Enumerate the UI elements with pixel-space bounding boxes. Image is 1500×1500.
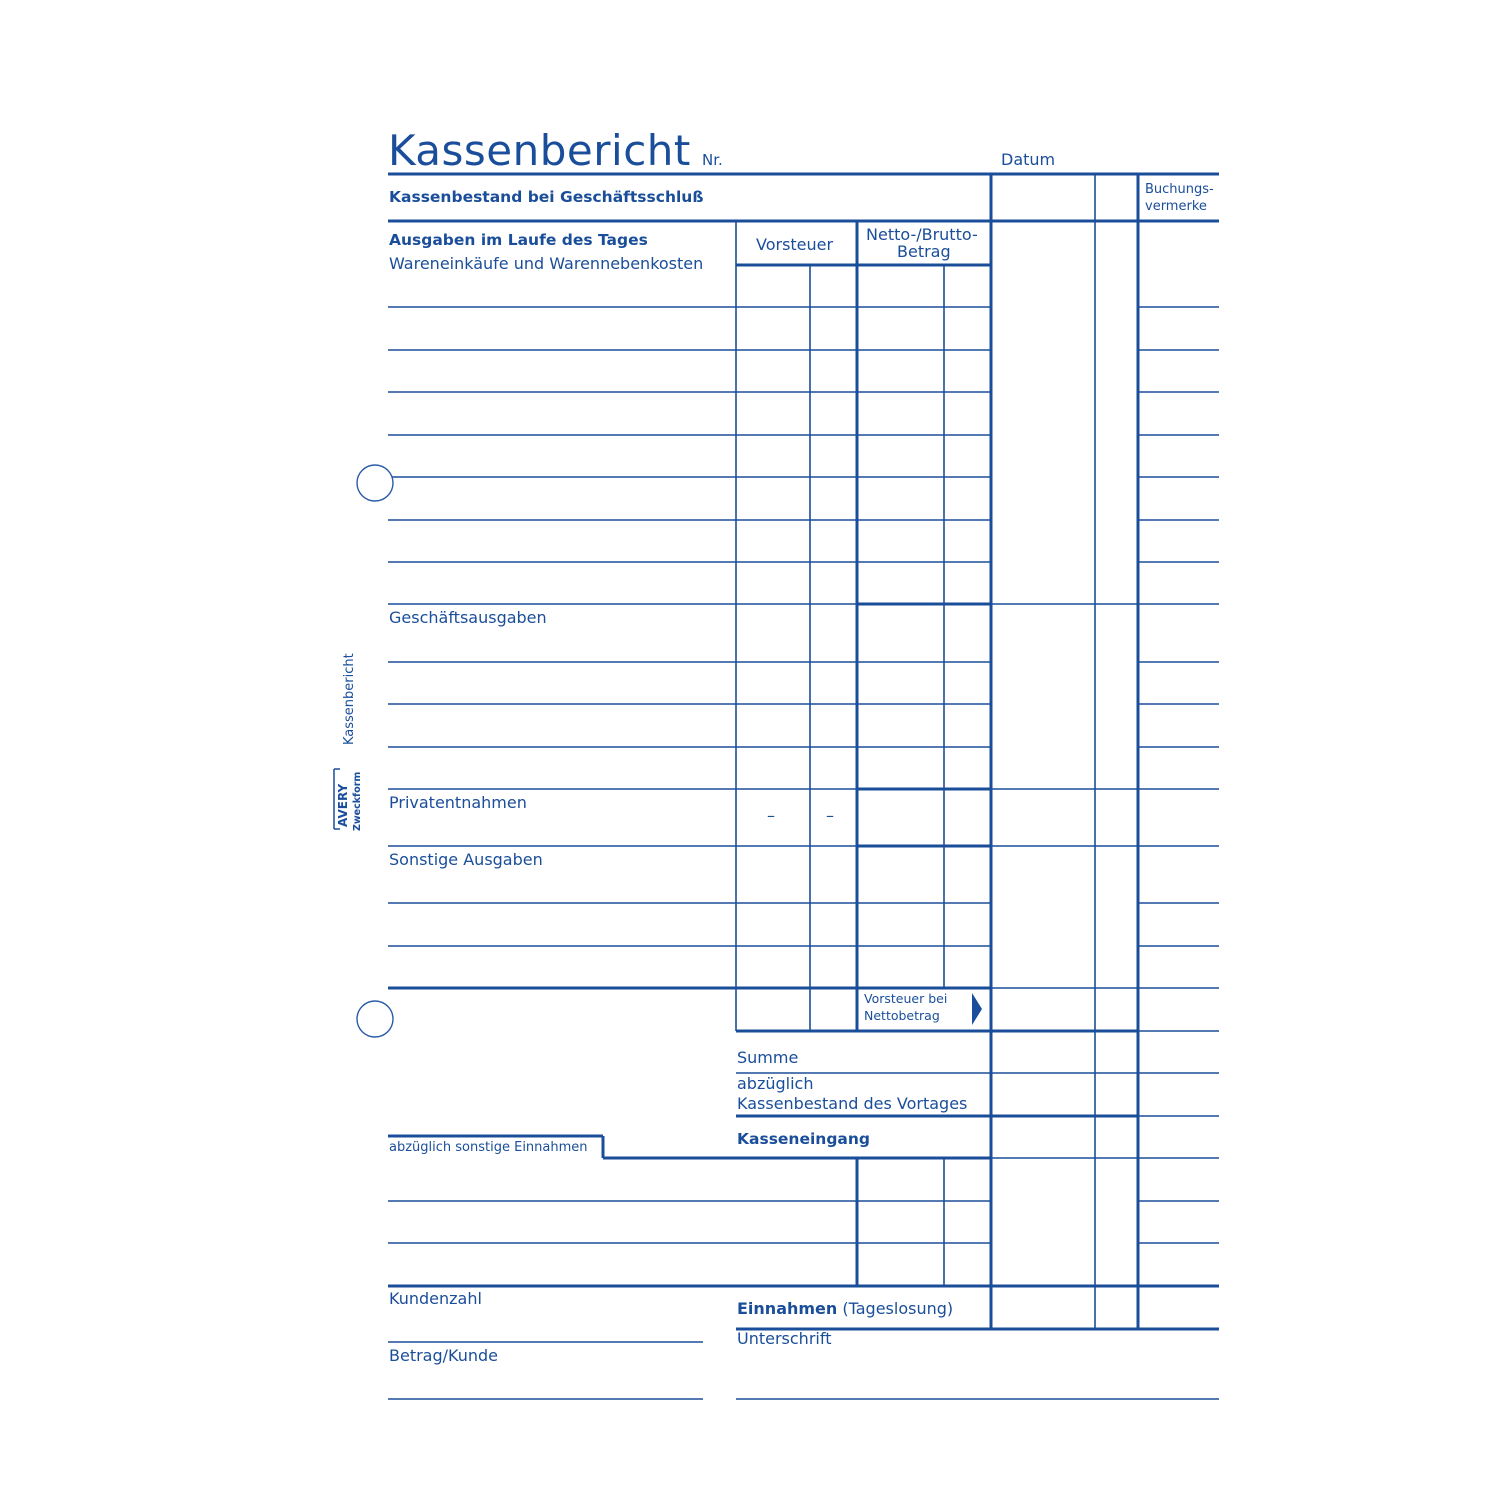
abzueglich-label-2: Kassenbestand des Vortages	[737, 1094, 968, 1113]
avery-zweckform-logo	[330, 765, 364, 833]
logo-zweckform: Zweckform	[352, 771, 363, 831]
betrag-kunde-field[interactable]	[389, 1370, 705, 1400]
datum-label: Datum	[1001, 150, 1056, 169]
ausgaben-subtitle: Wareneinkäufe und Warennebenkosten	[389, 254, 704, 273]
buchungsvermerke-label-1: Buchungs-	[1145, 182, 1214, 197]
kasseneingang-label: Kasseneingang	[737, 1130, 871, 1148]
privat-vorsteuer-dash-1: –	[767, 806, 775, 825]
sonstige-ausgaben-label: Sonstige Ausgaben	[389, 850, 543, 869]
betrag-kunde-label: Betrag/Kunde	[389, 1346, 498, 1365]
abzueglich-label-1: abzüglich	[737, 1074, 814, 1093]
buchungsvermerke-label-2: vermerke	[1145, 199, 1207, 214]
ausgaben-title: Ausgaben im Laufe des Tages	[389, 231, 648, 249]
kundenzahl-field[interactable]	[389, 1312, 705, 1342]
netto-brutto-header-1: Netto-/Brutto-	[866, 225, 978, 244]
privat-vorsteuer-dash-2: –	[826, 806, 834, 825]
punch-hole-bottom	[357, 1001, 393, 1037]
summe-label: Summe	[737, 1048, 799, 1067]
logo-avery: AVERY	[336, 783, 350, 827]
kundenzahl-label: Kundenzahl	[389, 1289, 482, 1308]
arrow-right-icon	[972, 993, 982, 1025]
unterschrift-label: Unterschrift	[737, 1329, 832, 1348]
nr-label: Nr.	[702, 151, 723, 169]
punch-hole-top	[357, 465, 393, 501]
unterschrift-field[interactable]	[737, 1360, 1221, 1400]
kassenbestand-label: Kassenbestand bei Geschäftsschluß	[389, 188, 704, 206]
side-label: Kassenbericht	[342, 653, 357, 745]
nr-field[interactable]	[730, 140, 984, 172]
vorsteuer-netto-label-1: Vorsteuer bei	[864, 991, 948, 1006]
form-title: Kassenbericht	[388, 126, 691, 175]
abzueglich-sonstige-label: abzüglich sonstige Einnahmen	[389, 1140, 588, 1155]
geschaeftsausgaben-label: Geschäftsausgaben	[389, 608, 547, 627]
vorsteuer-header: Vorsteuer	[756, 235, 834, 254]
vorsteuer-netto-label-2: Nettobetrag	[864, 1008, 940, 1023]
datum-field[interactable]	[1065, 140, 1219, 172]
netto-brutto-header-2: Betrag	[897, 242, 951, 261]
einnahmen-bold: Einnahmen	[737, 1299, 838, 1318]
einnahmen-rest: (Tageslosung)	[837, 1299, 954, 1318]
privatentnahmen-label: Privatentnahmen	[389, 793, 527, 812]
einnahmen-label	[737, 1301, 953, 1317]
